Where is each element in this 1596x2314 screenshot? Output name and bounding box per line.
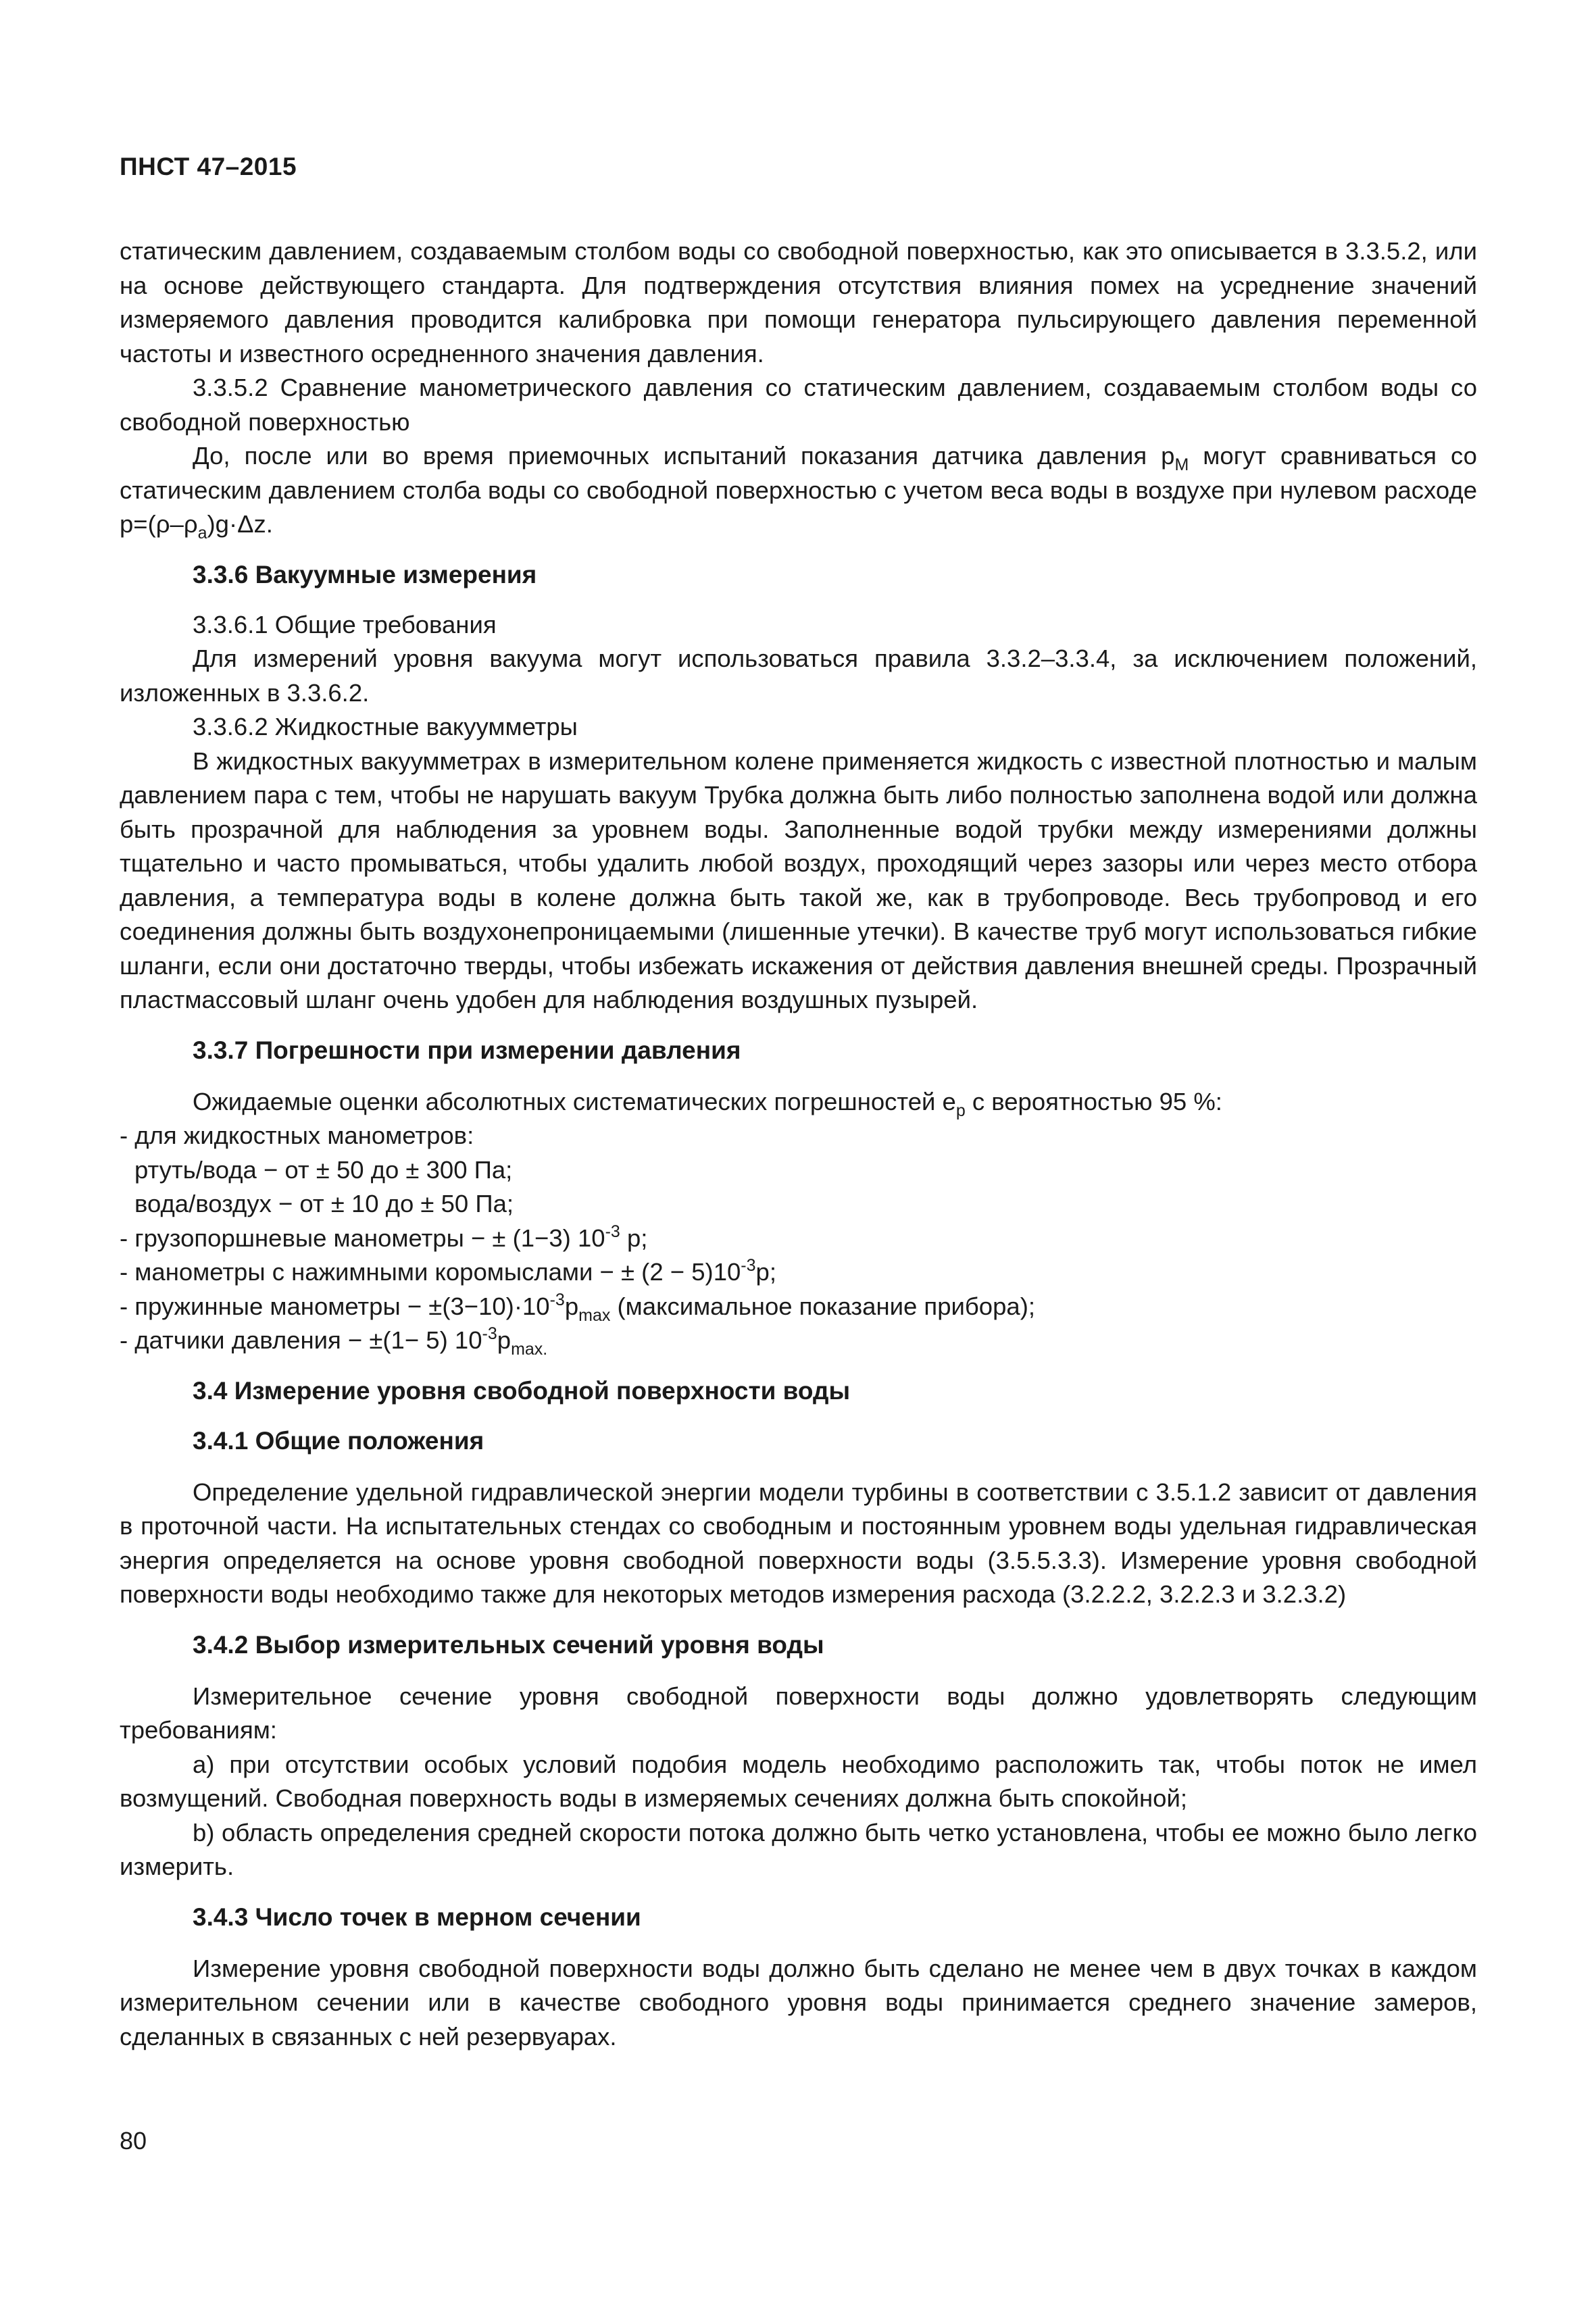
- list-item: - пружинные манометры − $\pm(3-10)\cdot 10^{-3}p_{max}$ (максимальное показание прибора);: [120, 1290, 1035, 1325]
- list-item: - датчики давления − ±(1− 5) $10^{-3}p_{max.}$: [120, 1324, 548, 1359]
- paragraph-number-of-points: Измерение уровня свободной поверхности воды должно быть сделано не менее чем в двух точках в каждом измерительном сечении или в качестве свободного уровня воды принимается среднего значение замеров, сделанных в связанных с ней резервуарах.: [120, 1954, 1477, 2051]
- heading-3-4: 3.4 Измерение уровня свободной поверхности воды: [193, 1376, 851, 1405]
- heading-3-3-6: 3.3.6 Вакуумные измерения: [193, 560, 537, 588]
- paragraph-3-3-6-2: 3.3.6.2 Жидкостные вакуумметры: [193, 713, 578, 740]
- heading-3-4-2: 3.4.2 Выбор измерительных сечений уровня воды: [193, 1630, 824, 1659]
- paragraph-section-requirements: Измерительное сечение уровня свободной поверхности воды должно удовлетворять следующим требованиям:: [120, 1682, 1477, 1744]
- list-item: - манометры с нажимными коромыслами − ± $(2 - 5)10^{-3}p$;: [120, 1256, 776, 1286]
- page-number: 80: [120, 2127, 147, 2155]
- heading-3-3-7: 3.3.7 Погрешности при измерении давления: [193, 1036, 741, 1064]
- list-item: - для жидкостных манометров:: [120, 1122, 474, 1149]
- document-body: [120, 234, 1477, 2054]
- list-item: - грузопоршневые манометры − ± (1−3) $10^{-3}$ p;: [120, 1222, 648, 1252]
- heading-3-4-1: 3.4.1 Общие положения: [193, 1426, 484, 1455]
- list-item: ртуть/вода − от ± 50 до ± 300 Па;: [134, 1155, 513, 1184]
- paragraph-general-provisions: Определение удельной гидравлической энергии модели турбины в соответствии с 3.5.1.2 зависит от давления в проточной части. На испытательных стендах со свободным и постоянным уровнем воды удельная гидравлическая энергия определяется на основе уровня свободной поверхности воды (3.5.5.3.3). Измерение уровня свободной поверхности воды необходимо также для некоторых методов измерения расхода (3.2.2.2, 3.2.2.3 и 3.2.3.2): [120, 1478, 1477, 1608]
- paragraph-expected-errors: Ожидаемые оценки абсолютных систематических погрешностей $e_p$ с вероятностью 95 %:: [193, 1087, 1222, 1120]
- paragraph-pressure-comparison: До, после или во время приемочных испытаний показания датчика давления $p_M$ могут сравниваться со статическим давлением столба воды со свободной поверхностью с учетом веса воды в воздухе при нулевом расходе $p=(\rho-\rho_a)g\cdot\Delta z$.: [120, 442, 1477, 543]
- heading-3-4-3: 3.4.3 Число точек в мерном сечении: [193, 1903, 641, 1931]
- paragraph-continuation: статическим давлением, создаваемым столбом воды со свободной поверхностью, как это описывается в 3.3.5.2, или на основе действующего стандарта. Для подтверждения отсутствия влияния помех на усреднение значений измеряемого давления проводится калибровка при помощи генератора пульсирующего давления переменной частоты и известного осредненного значения давления.: [120, 237, 1477, 368]
- paragraph-liquid-vacuummeters: В жидкостных вакуумметрах в измерительном колене применяется жидкость с известной плотностью и малым давлением пара с тем, чтобы не нарушать вакуум Трубка должна быть либо полностью заполнена водой или должна быть прозрачной для наблюдения за уровнем воды. Заполненные водой трубки между измерениями должны тщательно и часто промываться, чтобы удалить любой воздух, проходящий через зазоры или через место отбора давления, а температура воды в колене должна быть такой же, как в трубопроводе. Весь трубопровод и его соединения должны быть воздухонепроницаемыми (лишенные утечки). В качестве труб могут использоваться гибкие шланги, если они достаточно тверды, чтобы избежать искажения от действия давления внешней среды. Прозрачный пластмассовый шланг очень удобен для наблюдения воздушных пузырей.: [120, 747, 1477, 1013]
- paragraph-3-3-6-1: 3.3.6.1 Общие требования: [193, 610, 497, 638]
- document-code-header: ПНСТ 47–2015: [120, 153, 297, 180]
- paragraph-vacuum-rules: Для измерений уровня вакуума могут использоваться правила 3.3.2–3.3.4, за исключением положений, изложенных в 3.3.6.2.: [120, 645, 1477, 707]
- paragraph-item-b: b) область определения средней скорости потока должно быть четко установлена, чтобы ее можно было легко измерить.: [120, 1818, 1477, 1880]
- paragraph-item-a: a) при отсутствии особых условий подобия модель необходимо расположить так, чтобы поток не имел возмущений. Свободная поверхность воды в измеряемых сечениях должна быть спокойной;: [120, 1750, 1477, 1812]
- paragraph-3-3-5-2: 3.3.5.2 Сравнение манометрического давления со статическим давлением, создаваемым столбом воды со свободной поверхностью: [120, 374, 1477, 436]
- list-item: вода/воздух − от ± 10 до ± 50 Па;: [134, 1190, 514, 1217]
